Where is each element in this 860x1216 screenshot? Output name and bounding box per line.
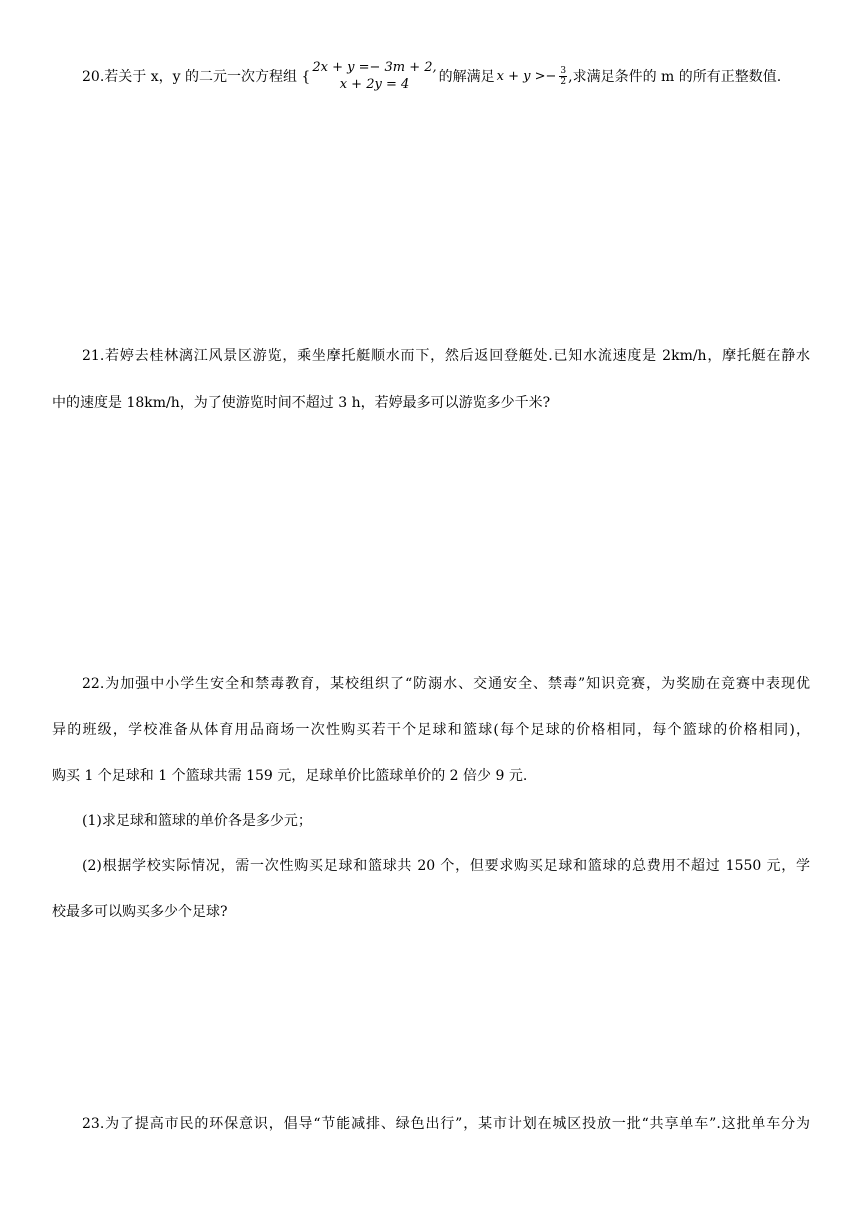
equation-1: 2x + y =− 3m + 2,	[312, 60, 437, 75]
problem-20-suffix: ,求满足条件的 m 的所有正整数值.	[568, 69, 782, 85]
problem-22-line-1: 22.为加强中小学生安全和禁毒教育，某校组织了“防溺水、交通安全、禁毒”知识竞赛，为奖励在竞赛中表现优	[82, 676, 810, 692]
problem-22-line-2: 异的班级，学校准备从体育用品商场一次性购买若干个足球和篮球(每个足球的价格相同，每个篮球的价格相同)，	[52, 722, 810, 738]
problem-20-middle: 的解满足	[438, 69, 495, 85]
condition-expression: x + y >−	[496, 68, 557, 84]
problem-22-question-2-line-1: (2)根据学校实际情况，需一次性购买足球和篮球共 20 个，但要求购买足球和篮球的总费用不超过 1550 元，学	[82, 858, 810, 874]
problem-23-line-1: 23.为了提高市民的环保意识，倡导“节能减排、绿色出行”，某市计划在城区投放一批“共享单车”.这批单车分为	[82, 1116, 810, 1132]
problem-22-question-2-line-2: 校最多可以购买多少个足球?	[52, 904, 228, 920]
problem-21-line-2: 中的速度是 18km/h，为了使游览时间不超过 3 h，若婷最多可以游览多少千米?	[52, 395, 551, 411]
problem-22-question-1: (1)求足球和篮球的单价各是多少元；	[82, 813, 312, 829]
equation-stack	[312, 59, 436, 93]
fraction-numerator: 3	[560, 65, 567, 76]
equation-2: x + 2y = 4	[339, 77, 410, 92]
problem-20-prefix: 20.若关于 x，y 的二元一次方程组 {	[82, 69, 311, 85]
problem-20	[82, 56, 810, 96]
problem-22-line-3: 购买 1 个足球和 1 个篮球共需 159 元，足球单价比篮球单价的 2 倍少 9 元.	[52, 768, 528, 784]
problem-21-line-1: 21.若婷去桂林漓江风景区游览，乘坐摩托艇顺水而下，然后返回登艇处.已知水流速度是 2km/h，摩托艇在静水	[82, 348, 810, 364]
equation-system	[312, 59, 436, 93]
fraction-denominator: 2	[560, 76, 567, 87]
condition-fraction	[559, 66, 567, 87]
